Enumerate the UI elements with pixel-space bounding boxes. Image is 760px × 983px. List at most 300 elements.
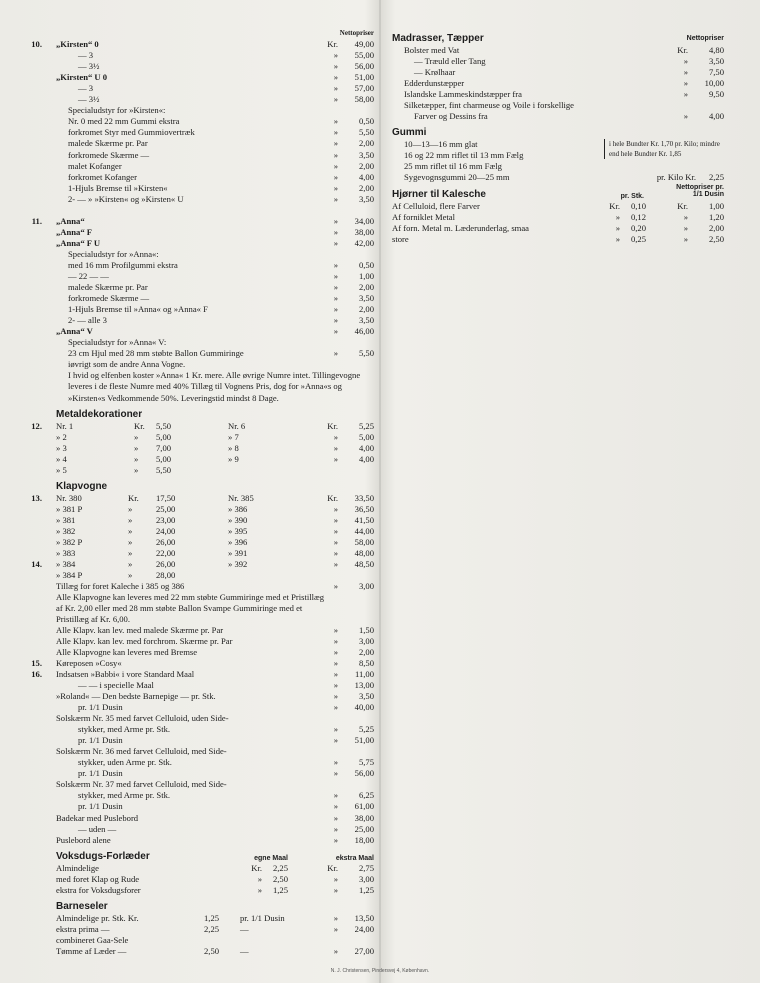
klapvogne-extra-row (56, 724, 374, 735)
item-number: 15. (31, 657, 42, 668)
item-price: 10,00 (704, 78, 724, 89)
barneseler-row (56, 913, 374, 924)
item-label: » 9 (228, 453, 239, 464)
item-label: — Træuld eller Tang (414, 56, 486, 67)
currency-mark: » (128, 558, 133, 569)
item-price: 38,00 (354, 226, 374, 237)
item-price: 2,00 (358, 646, 374, 657)
madrasser-row (392, 67, 724, 78)
currency-mark: » (333, 525, 338, 536)
item-label: stykker, med Arme pr. Stk. (78, 724, 171, 735)
voksdugs-row (56, 885, 374, 896)
currency-mark: » (333, 160, 338, 171)
currency-mark: » (333, 790, 338, 801)
item-price: 5,00 (156, 453, 172, 464)
item-price: 56,00 (354, 61, 374, 72)
item-label: » 391 (228, 547, 248, 558)
item-price: 5,50 (358, 127, 374, 138)
currency-mark: » (134, 431, 139, 442)
item-number: 11. (31, 215, 42, 226)
price-per-dozen: 27,00 (354, 945, 374, 956)
item-label: » 396 (228, 536, 248, 547)
metal-header: Metaldekorationer (56, 408, 143, 420)
item-label: Solskærm Nr. 37 med farvet Celluloid, med Side- (56, 779, 227, 790)
item-price: 23,00 (156, 514, 176, 525)
anna-row (56, 238, 374, 249)
item-label: Nr. 6 (228, 420, 246, 431)
kirsten-row (56, 83, 374, 94)
anna-special-row (56, 282, 374, 293)
currency-mark: » (333, 679, 338, 690)
tillaeg-row (56, 581, 374, 592)
item-label: Solskærm Nr. 35 med farvet Celluloid, uden Side- (56, 713, 229, 724)
item-label: Af Celluloid, flere Farver (392, 200, 480, 211)
item-label: » 381 P (56, 503, 83, 514)
currency-mark: Kr. (251, 862, 262, 873)
currency-mark: » (333, 834, 338, 845)
currency-mark: » (333, 945, 338, 956)
item-price: 6,25 (358, 790, 374, 801)
netto-header: Nettopriser (339, 29, 374, 37)
currency-mark: » (333, 431, 338, 442)
hjorner-row (392, 223, 724, 234)
item-label: 1-Hjuls Bremse til »Kirsten« (68, 182, 168, 193)
currency-mark: Kr. (327, 862, 338, 873)
item-price: 5,25 (358, 724, 374, 735)
price-per-piece: 0,20 (630, 222, 646, 233)
hjorner-row (392, 201, 724, 212)
currency-mark: » (333, 304, 338, 315)
currency-mark: » (333, 735, 338, 746)
item-label: „Anna“ (56, 215, 85, 226)
item-price: 28,00 (156, 569, 176, 580)
item-label: Nr. 1 (56, 420, 74, 431)
price-per-dozen: 1,20 (708, 211, 724, 222)
currency-mark: » (615, 222, 620, 233)
item-label: — uden — (78, 823, 117, 834)
item-price: 58,00 (354, 94, 374, 105)
currency-mark: » (333, 215, 338, 226)
item-price: 1,50 (358, 624, 374, 635)
item-price: 4,80 (708, 45, 724, 55)
currency-mark: » (134, 453, 139, 464)
anna-row (31, 215, 374, 227)
item-price: 22,00 (156, 547, 176, 558)
item-label: Tillæg for foret Kaleche i 385 og 386 (56, 580, 185, 591)
klapvogne-header: Klapvogne (56, 480, 108, 492)
item-label: „Anna“ V (56, 326, 93, 337)
item-price: 17,50 (156, 492, 176, 503)
hjorner-row (392, 234, 724, 245)
item-price: 48,50 (354, 558, 374, 569)
item-label: Tømme af Læder — (56, 945, 127, 956)
currency-mark: » (128, 547, 133, 558)
currency-mark: » (333, 138, 338, 149)
currency-mark: » (128, 514, 133, 525)
item-label: „Kirsten“ 0 (56, 39, 99, 50)
klapvogne-extra-row (56, 647, 374, 658)
currency-mark: » (333, 193, 338, 204)
item-price: 0,50 (358, 259, 374, 270)
item-label: » 381 (56, 514, 76, 525)
dozen-label: pr. 1/1 Dusin (240, 912, 285, 923)
item-label: » 395 (228, 525, 248, 536)
item-label: forkromet Styr med Gummiovertræk (68, 127, 195, 138)
currency-mark: » (333, 348, 338, 359)
item-label: » 3 (56, 442, 67, 453)
item-price: 5,50 (358, 348, 374, 359)
currency-mark: » (333, 83, 338, 94)
item-price: 48,00 (354, 547, 374, 558)
item-label: » 384 P (56, 569, 83, 580)
dozen-label: — (240, 945, 249, 956)
item-label: stykker, uden Arme pr. Stk. (78, 757, 172, 768)
klapvogne-extra-row (56, 735, 374, 746)
currency-mark: » (333, 237, 338, 248)
item-price: 34,00 (354, 215, 374, 226)
page-fold (379, 0, 381, 983)
item-label: Farver og Dessins fra (414, 111, 488, 122)
item-price: 8,50 (358, 657, 374, 668)
currency-mark: » (333, 171, 338, 182)
item-price: 3,50 (358, 149, 374, 160)
item-price: 5,25 (358, 420, 374, 431)
currency-mark: » (128, 536, 133, 547)
item-label: forkromede Skærme — (68, 149, 150, 160)
klapvogne-extra-row (56, 801, 374, 812)
currency-mark: » (333, 72, 338, 83)
item-price: 42,00 (354, 237, 374, 248)
klapvogne-extra-row (31, 657, 374, 669)
currency-mark: » (333, 635, 338, 646)
item-price: 40,00 (354, 702, 374, 713)
item-label: store (392, 233, 409, 244)
item-number: 12. (31, 420, 42, 431)
item-label: Af forn. Metal m. Læderunderlag, smaa (392, 222, 529, 233)
item-label: Alle Klapv. kan lev. med malede Skærme pr. Par (56, 624, 224, 635)
currency-mark: Kr. (327, 420, 338, 431)
item-price: 1,00 (358, 270, 374, 281)
metal-row (56, 443, 374, 454)
item-label: Nr. 385 (228, 492, 254, 503)
voksdugs-row (56, 863, 374, 874)
item-price: 2,00 (358, 160, 374, 171)
item-price: 2,00 (358, 282, 374, 293)
currency-mark: » (683, 56, 688, 67)
price-per-dozen: 2,50 (708, 233, 724, 244)
item-label: pr. 1/1 Dusin (78, 702, 123, 713)
madrasser-row (392, 89, 724, 100)
kirsten-special-row (56, 183, 374, 194)
currency-mark: Kr. (677, 200, 688, 211)
item-label: Af forniklet Metal (392, 211, 456, 222)
klapvogn-row (56, 537, 374, 548)
voksdugs-row (56, 874, 374, 885)
item-label: 2- — alle 3 (68, 315, 107, 326)
item-label: — 22 — — (68, 270, 109, 281)
item-price: 3,50 (358, 315, 374, 326)
kirsten-special-title: Specialudstyr for »Kirsten«: (68, 105, 166, 116)
item-price: 38,00 (354, 812, 374, 823)
item-price: 7,00 (156, 442, 172, 453)
currency-mark: » (333, 536, 338, 547)
currency-mark: » (683, 89, 688, 100)
right-column (392, 28, 724, 245)
currency-mark: » (333, 624, 338, 635)
item-label: Islandske Lammeskindstæpper fra (404, 89, 522, 100)
madrasser-row (392, 100, 724, 111)
price-per-piece: 1,25 (272, 884, 288, 895)
kirsten-row (56, 61, 374, 72)
klapvogne-extra-row (56, 768, 374, 779)
currency-mark: » (333, 547, 338, 558)
item-price: 3,50 (708, 56, 724, 67)
item-label: „Anna“ F (56, 226, 93, 237)
currency-mark: » (333, 127, 338, 138)
currency-mark: » (683, 67, 688, 78)
metal-row (56, 454, 374, 465)
kirsten-special-row (56, 172, 374, 183)
currency-mark: » (333, 768, 338, 779)
currency-mark: » (333, 226, 338, 237)
currency-mark: » (333, 270, 338, 281)
gummi-block (392, 139, 724, 172)
item-label: — 3 (78, 83, 94, 94)
currency-mark: » (128, 525, 133, 536)
item-price: 3,50 (358, 293, 374, 304)
currency-mark: » (333, 884, 338, 895)
item-label: Nr. 380 (56, 492, 82, 503)
klapvogne-paragraph: Alle Klapvogne kan leveres med 22 mm støbte Gummiringe med et Pristillæg af Kr. 2,00 eller med 28 mm støbte Ballon Svampe Gummiringe med et Pristillæg af Kr. 6,00. (56, 591, 325, 624)
item-label: forkromet Kofanger (68, 171, 137, 182)
col-header-per-stk: pr. Stk. (620, 192, 644, 200)
currency-mark: Kr. (327, 39, 338, 50)
currency-mark: » (333, 873, 338, 884)
item-price: 3,50 (358, 691, 374, 702)
item-price: 46,00 (354, 326, 374, 337)
anna-special-row (56, 293, 374, 304)
item-price: 61,00 (354, 801, 374, 812)
item-label: » 382 (56, 525, 76, 536)
currency-mark: Kr. (609, 200, 620, 211)
klapvogne-extra-row (56, 824, 374, 835)
item-price: 4,00 (358, 453, 374, 464)
currency-mark: » (683, 211, 688, 222)
item-price: 11,00 (354, 668, 374, 679)
item-label: Badekar med Puslebord (56, 812, 139, 823)
kirsten-special-row (56, 150, 374, 161)
kirsten-row (56, 72, 374, 83)
item-price: 24,00 (156, 525, 176, 536)
klapvogne-extra-row (56, 779, 374, 790)
item-label: » 7 (228, 431, 239, 442)
kirsten-special-row (56, 116, 374, 127)
item-label: » 384 (56, 558, 76, 569)
barneseler-row (56, 924, 374, 935)
item-label: malede Skærme pr. Par (68, 282, 148, 293)
dozen-label: — (240, 923, 249, 934)
item-label: — 3½ (78, 94, 100, 105)
item-price: 3,00 (358, 580, 374, 591)
item-price: 3,00 (358, 635, 374, 646)
currency-mark: pr. Kilo Kr. (656, 172, 696, 183)
klapvogne-extra-row (56, 790, 374, 801)
item-label: »Roland« — Den bedste Barnepige — pr. Stk. (56, 691, 216, 702)
item-label: — 3 (78, 50, 94, 61)
item-price: 51,00 (354, 72, 374, 83)
currency-mark: » (333, 668, 338, 679)
klapvogne-extra-row (56, 757, 374, 768)
hjorner-row (392, 212, 724, 223)
kirsten-special-row (56, 194, 374, 205)
gummi-row: 25 mm riflet til 16 mm Fælg (404, 161, 502, 172)
item-number: 13. (31, 492, 42, 503)
item-number: 10. (31, 39, 42, 50)
item-label: med foret Klap og Rude (56, 873, 140, 884)
currency-mark: » (134, 442, 139, 453)
item-label: » 392 (228, 558, 248, 569)
price-per-dozen: 13,50 (354, 912, 374, 923)
item-price: 57,00 (354, 83, 374, 94)
klapvogn-row (56, 515, 374, 526)
item-price: 2,00 (358, 182, 374, 193)
currency-mark: » (128, 569, 133, 580)
item-price: 4,00 (708, 111, 724, 122)
currency-mark: » (333, 702, 338, 713)
item-price: 55,00 (354, 50, 374, 61)
item-price: 5,50 (156, 420, 172, 431)
item-label: » 2 (56, 431, 67, 442)
klapvogne-extra-row (56, 702, 374, 713)
klapvogn-row (56, 570, 374, 581)
price-per-dozen: 2,75 (358, 862, 374, 873)
item-price: 18,00 (354, 834, 374, 845)
item-label: » 8 (228, 442, 239, 453)
klapvogne-extra-row (56, 680, 374, 691)
item-price: 5,75 (358, 757, 374, 768)
klapvogn-row (31, 492, 374, 504)
currency-mark: » (333, 259, 338, 270)
item-label: pr. 1/1 Dusin (78, 768, 123, 779)
item-label: combineret Gaa-Sele (56, 934, 129, 945)
anna-row (56, 227, 374, 238)
kirsten-special-row (56, 138, 374, 149)
metal-row (31, 420, 374, 432)
price-per-dozen: 1,25 (358, 884, 374, 895)
item-label: Alle Klapvogne kan leveres med Bremse (56, 646, 198, 657)
currency-mark: » (333, 94, 338, 105)
item-label: 2- — » »Kirsten« og »Kirsten« U (68, 193, 184, 204)
sygevogn-row (392, 172, 724, 183)
currency-mark: » (333, 182, 338, 193)
item-label: „Kirsten“ U 0 (56, 72, 108, 83)
item-price: 4,00 (358, 442, 374, 453)
klapvogn-row (56, 526, 374, 537)
item-price: 9,50 (708, 89, 724, 100)
klapvogne-extra-row (56, 625, 374, 636)
price-per-dozen: 24,00 (354, 923, 374, 934)
currency-mark: » (333, 282, 338, 293)
kirsten-special-row (56, 127, 374, 138)
currency-mark: » (333, 442, 338, 453)
madrasser-row (392, 45, 724, 56)
left-column (31, 28, 374, 957)
madrasser-header: Madrasser, Tæpper Nettopriser (392, 33, 724, 44)
price-per-dozen: 1,00 (708, 200, 724, 211)
currency-mark: Kr. (134, 420, 145, 431)
item-price: 5,00 (358, 431, 374, 442)
price-per-piece: 0,12 (630, 211, 646, 222)
barneseler-header: Barneseler (56, 900, 108, 912)
currency-mark: » (333, 912, 338, 923)
gummi-bundle-note: i hele Bundter Kr. 1,70 pr. Kilo; mindre end hele Bundter Kr. 1,85 (604, 139, 729, 159)
item-label: pr. 1/1 Dusin (78, 801, 123, 812)
item-label: malet Kofanger (68, 160, 122, 171)
col-header-egne-maal: egne Maal (254, 854, 288, 862)
item-price: 25,00 (354, 823, 374, 834)
barneseler-row (56, 935, 374, 946)
currency-mark: » (333, 757, 338, 768)
anna-v-special-row (56, 348, 374, 359)
item-label: „Anna“ F U (56, 237, 101, 248)
item-price: 51,00 (354, 735, 374, 746)
item-label: Bolster med Vat (404, 45, 460, 55)
kirsten-special-row (56, 161, 374, 172)
price-per-piece: 2,25 (272, 862, 288, 873)
anna-special-row (56, 304, 374, 315)
price-per-piece: 2,50 (272, 873, 288, 884)
anna-special-title: Specialudstyr for »Anna«: (68, 248, 159, 259)
madrasser-row (392, 78, 724, 89)
anna-special-row (56, 271, 374, 282)
item-label: » 5 (56, 464, 67, 475)
item-label: med 16 mm Profilgummi ekstra (68, 259, 178, 270)
item-number: 16. (31, 668, 42, 679)
item-label: » 382 P (56, 536, 83, 547)
klapvogne-extra-row (56, 636, 374, 647)
item-price: 4,00 (358, 171, 374, 182)
item-label: » 386 (228, 503, 248, 514)
currency-mark: » (333, 503, 338, 514)
gummi-row: 16 og 22 mm riflet til 13 mm Fælg (404, 150, 524, 161)
item-label: Sygevognsgummi 20—25 mm (404, 172, 510, 183)
item-label: forkromede Skærme — (68, 293, 150, 304)
currency-mark: » (333, 801, 338, 812)
currency-mark: » (333, 724, 338, 735)
item-label: — Krølhaar (414, 67, 456, 78)
col-header-ekstra-maal: ekstra Maal (335, 854, 374, 862)
item-price: 26,00 (156, 536, 176, 547)
currency-mark: Kr. (128, 492, 139, 503)
klapvogn-row (56, 504, 374, 515)
item-price: 2,25 (708, 172, 724, 183)
item-label: Edderdunstæpper (404, 78, 465, 89)
currency-mark: » (683, 111, 688, 122)
klapvogn-row (56, 548, 374, 559)
currency-mark: » (333, 293, 338, 304)
item-price: 58,00 (354, 536, 374, 547)
item-price: 36,50 (354, 503, 374, 514)
col-header-per-dusin: Nettopriser pr. 1/1 Dusin (676, 183, 724, 198)
item-label: ekstra prima — (56, 923, 110, 934)
klapvogne-extra-row (56, 691, 374, 702)
item-label: pr. 1/1 Dusin (78, 735, 123, 746)
currency-mark: » (333, 558, 338, 569)
currency-mark: » (333, 657, 338, 668)
currency-mark: » (333, 50, 338, 61)
item-label: — 3½ (78, 61, 100, 72)
item-label: 1-Hjuls Bremse til »Anna« og »Anna« F (68, 304, 208, 315)
